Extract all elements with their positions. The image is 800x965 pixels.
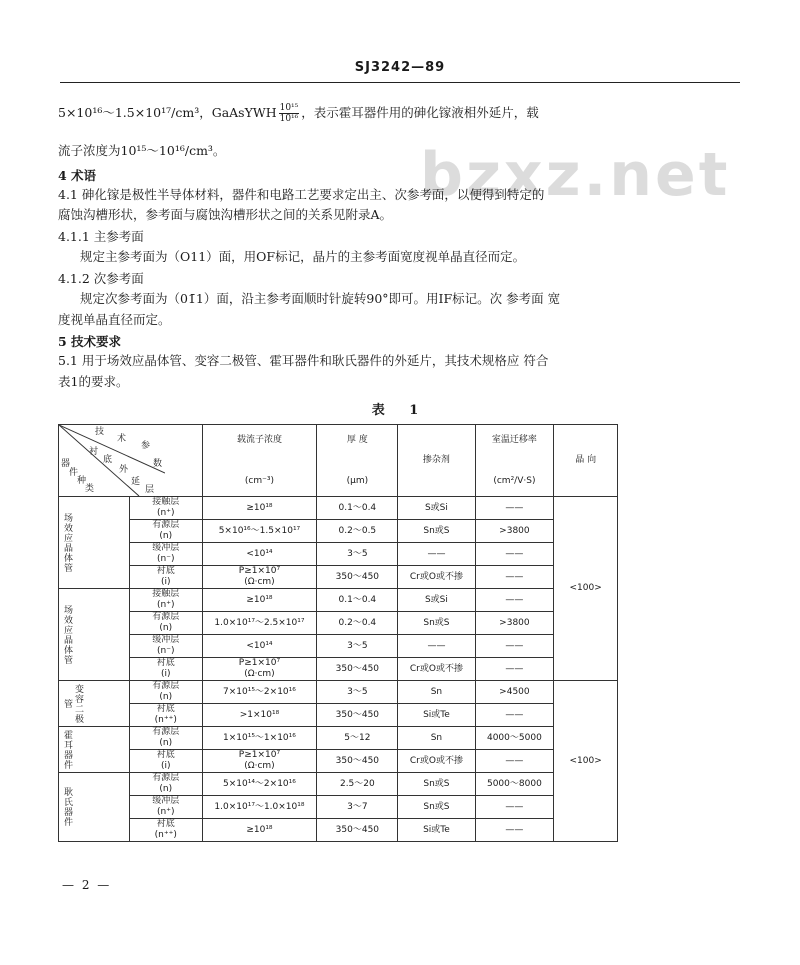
corner-label: 件 [69,468,79,478]
conc-cell: P≥1×10⁷ (Ω·cm) [202,566,317,589]
table-row [59,796,618,819]
dopant-cell: —— [398,543,475,566]
thick-cell: 3～5 [317,635,398,658]
conc-cell: P≥1×10⁷ (Ω·cm) [202,658,317,681]
table-row [59,612,618,635]
section-4-1-1-title: 4.1.1 主参考面 [58,229,144,244]
conc-cell: 5×10¹⁴～2×10¹⁶ [202,773,317,796]
table-row [59,520,618,543]
corner-label: 种 [77,476,87,486]
dopant-cell: Sn [398,727,475,750]
dopant-cell: Sn或S [398,773,475,796]
dopant-cell: Sn或S [398,520,475,543]
section-4-1-line-1: 4.1 砷化镓是极性半导体材料，器件和电路工艺要求定出主、次参考面，以便得到特定的 [58,187,545,202]
thick-cell: 3～5 [317,681,398,704]
conc-cell: 1.0×10¹⁷～1.0×10¹⁸ [202,796,317,819]
layer-cell: 衬底 (i) [130,658,203,681]
header-rule [60,82,740,83]
layer-cell: 接触层 (n⁺) [130,497,203,520]
thick-cell: 350～450 [317,658,398,681]
group-varactor: 变容二极管 [59,681,130,727]
section-5-title: 5 技术要求 [58,334,122,349]
table-row [59,497,618,520]
corner-label: 底 [103,455,113,465]
corner-label: 数 [153,459,163,469]
layer-cell: 缓冲层 (n⁻) [130,543,203,566]
col-header-dopant: 掺杂剂 [398,425,475,497]
layer-cell: 有源层 (n) [130,612,203,635]
page-number: — 2 — [62,878,112,892]
mobility-cell: —— [475,589,554,612]
table-row [59,543,618,566]
conc-cell: <10¹⁴ [202,635,317,658]
table-row [59,727,618,750]
layer-cell: 有源层 (n) [130,681,203,704]
mobility-cell: >4500 [475,681,554,704]
thick-cell: 5～12 [317,727,398,750]
table-row [59,773,618,796]
section-4-1-1-body: 规定主参考面为（O11）面，用OF标记，晶片的主参考面宽度视单晶直径而定。 [80,249,526,264]
thick-cell: 2.5～20 [317,773,398,796]
layer-cell: 衬底 (i) [130,750,203,773]
dopant-cell: Cr或O或不掺 [398,566,475,589]
corner-label: 类 [85,484,95,494]
thick-cell: 3～5 [317,543,398,566]
mobility-cell: —— [475,658,554,681]
dopant-cell: Sn或S [398,796,475,819]
group-fet-high: 场效应晶体管 [59,497,130,589]
mobility-cell: —— [475,497,554,520]
conc-cell: 5×10¹⁶～1.5×10¹⁷ [202,520,317,543]
corner-label: 器 [61,459,71,469]
mobility-cell: —— [475,819,554,842]
fraction: $\frac{\text{10¹⁵}}{\text{10¹⁶}}$ [279,103,299,124]
section-5-1-line-1: 5.1 用于场效应晶体管、变容二极管、霍耳器件和耿氏器件的外延片，其技术规格应 符合 [58,353,549,368]
table-row [59,658,618,681]
conc-cell: 1.0×10¹⁷～2.5×10¹⁷ [202,612,317,635]
table-row [59,566,618,589]
conc-cell: 1×10¹⁵～1×10¹⁶ [202,727,317,750]
layer-cell: 缓冲层 (n⁻) [130,635,203,658]
corner-label: 延 [131,477,141,487]
mobility-cell: —— [475,750,554,773]
conc-cell: >1×10¹⁸ [202,704,317,727]
layer-cell: 衬底 (n⁺⁺) [130,704,203,727]
thick-cell: 350～450 [317,566,398,589]
dopant-cell: S或Si [398,497,475,520]
conc-cell: ≥10¹⁸ [202,819,317,842]
thick-cell: 3～7 [317,796,398,819]
section-4-1-2-line-2: 度视单晶直径而定。 [58,312,171,327]
group-gunn: 耿氏器件 [59,773,130,842]
layer-cell: 有源层 (n) [130,727,203,750]
layer-cell: 衬底 (n⁺⁺) [130,819,203,842]
corner-header [59,425,203,497]
dopant-cell: Cr或O或不掺 [398,658,475,681]
layer-cell: 接触层 (n⁺) [130,589,203,612]
thick-cell: 350～450 [317,819,398,842]
conc-cell: ≥10¹⁸ [202,497,317,520]
corner-label: 层 [145,485,155,495]
document-code: SJ3242—89 [354,60,446,75]
layer-cell: 缓冲层 (n⁺) [130,796,203,819]
mobility-cell: 4000～5000 [475,727,554,750]
section-4-1-2-line-1: 规定次参考面为（01̄1）面，沿主参考面顺时针旋转90°即可。用IF标记。次 参考面 宽 [80,291,561,306]
mobility-cell: —— [475,543,554,566]
table-row [59,750,618,773]
dopant-cell: Si或Te [398,819,475,842]
corner-label: 术 [117,434,127,444]
mobility-cell: —— [475,796,554,819]
dopant-cell: Cr或O或不掺 [398,750,475,773]
thick-cell: 350～450 [317,704,398,727]
spec-table [58,424,618,842]
conc-cell: P≥1×10⁷ (Ω·cm) [202,750,317,773]
dopant-cell: Sn [398,681,475,704]
orientation-cell: <100> [554,497,618,681]
dopant-cell: Si或Te [398,704,475,727]
section-5-1-line-2: 表1的要求。 [58,374,129,389]
mobility-cell: —— [475,635,554,658]
dopant-cell: —— [398,635,475,658]
thick-cell: 0.1～0.4 [317,497,398,520]
layer-cell: 有源层 (n) [130,773,203,796]
corner-label: 外 [119,465,129,475]
orientation-cell: <100> [554,681,618,842]
section-4-1-2-title: 4.1.2 次参考面 [58,271,144,286]
col-header-concentration: 载流子浓度 (cm⁻³) [202,425,317,497]
group-fet-low: 场效应晶体管 [59,589,130,681]
corner-label: 技 [95,427,105,437]
conc-cell: <10¹⁴ [202,543,317,566]
section-4-1-line-2: 腐蚀沟槽形状，参考面与腐蚀沟槽形状之间的关系见附录A。 [58,207,393,222]
intro-line-1: 5×10¹⁶～1.5×10¹⁷/cm³，GaAsYWH $\frac{\text{10¹⁵}}{\text{10¹⁶}}$ ，表示霍耳器件用的砷化镓液相外延片，载 [58,103,539,124]
table-header-row [59,425,618,497]
conc-cell: 7×10¹⁵～2×10¹⁶ [202,681,317,704]
mobility-cell: >3800 [475,612,554,635]
table-caption: 表 1 [371,403,429,418]
layer-cell: 有源层 (n) [130,520,203,543]
dopant-cell: S或Si [398,589,475,612]
table-row [59,681,618,704]
corner-label: 参 [141,441,151,451]
table-row [59,704,618,727]
col-header-orientation: 晶 向 [554,425,618,497]
col-header-thickness: 厚 度 (μm) [317,425,398,497]
watermark: bzxz.net [420,140,731,210]
thick-cell: 0.2～0.5 [317,520,398,543]
mobility-cell: >3800 [475,520,554,543]
intro-line-2: 流子浓度为10¹⁵～10¹⁶/cm³。 [58,143,226,158]
thick-cell: 0.1～0.4 [317,589,398,612]
mobility-cell: —— [475,704,554,727]
thick-cell: 350～450 [317,750,398,773]
group-hall: 霍耳器件 [59,727,130,773]
col-header-mobility: 室温迁移率 (cm²/V·S) [475,425,554,497]
mobility-cell: 5000～8000 [475,773,554,796]
layer-cell: 衬底 (i) [130,566,203,589]
conc-cell: ≥10¹⁸ [202,589,317,612]
dopant-cell: Sn或S [398,612,475,635]
table-row [59,819,618,842]
table-row [59,589,618,612]
section-4-title: 4 术语 [58,168,97,183]
mobility-cell: —— [475,566,554,589]
table-row [59,635,618,658]
thick-cell: 0.2～0.4 [317,612,398,635]
corner-label: 衬 [89,447,99,457]
